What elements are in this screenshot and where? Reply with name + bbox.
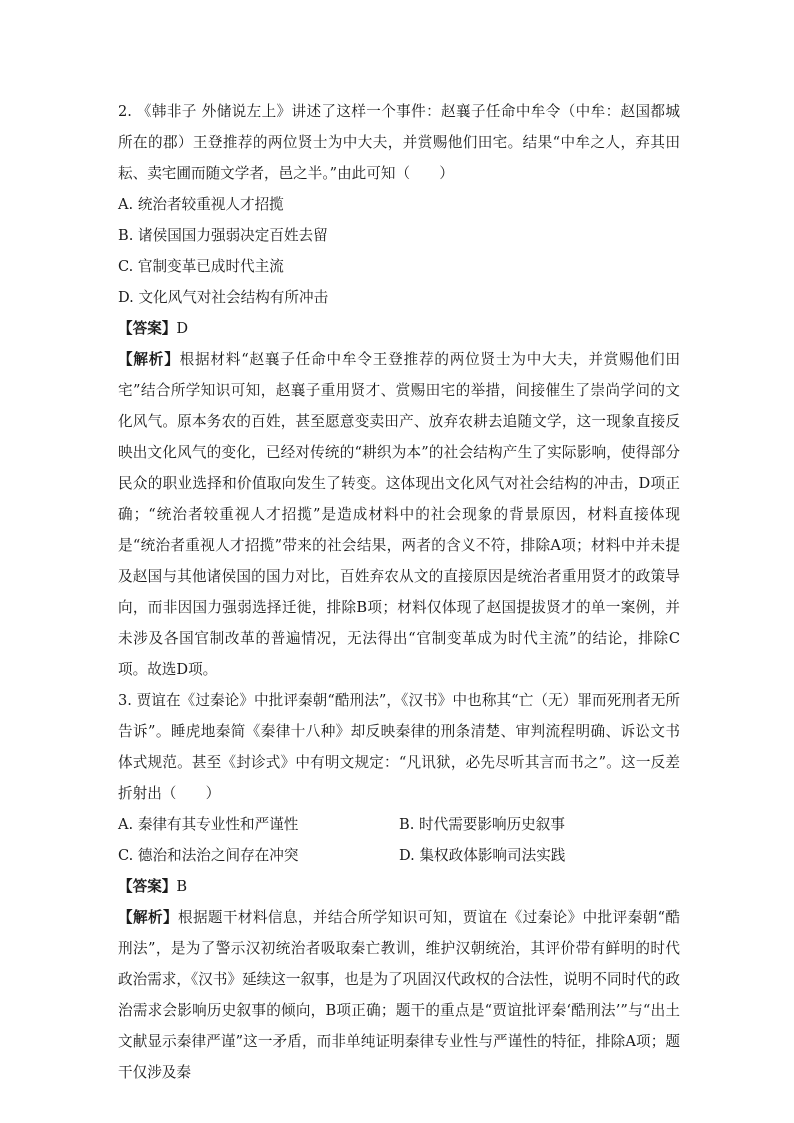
question-3-option-d: D. 集权政体影响司法实践 xyxy=(399,847,566,864)
question-3-analysis xyxy=(118,902,680,1088)
answer-value: D xyxy=(176,320,189,337)
question-3-stem: 3. 贾谊在《过秦论》中批评秦朝“酷刑法”，《汉书》中也称其“亡（无）罪而死刑者无所告诉”。睡虎地秦简《秦律十八种》却反映秦律的刑条清楚、审判流程明确、诉讼文书体式规范。甚至《封诊式》中有明文规定：“凡讯狱，必先尽听其言而书之”。这一反差折射出（ ） xyxy=(118,692,680,802)
question-3-option-b: B. 时代需要影响历史叙事 xyxy=(399,816,565,833)
question-2 xyxy=(118,96,680,685)
question-2-answer xyxy=(118,313,680,344)
question-3 xyxy=(118,685,680,1088)
analysis-tag: 【解析】 xyxy=(118,351,180,368)
answer-value: B xyxy=(176,878,188,895)
question-2-option-d: D. 文化风气对社会结构有所冲击 xyxy=(118,289,329,306)
question-3-answer xyxy=(118,871,680,902)
analysis-tag: 【解析】 xyxy=(118,909,178,926)
question-3-option-c: C. 德治和法治之间存在冲突 xyxy=(118,847,299,864)
question-3-options-row-1 xyxy=(118,809,680,840)
question-2-option-b: B. 诸侯国国力强弱决定百姓去留 xyxy=(118,227,328,244)
analysis-text: 根据题干材料信息，并结合所学知识可知，贾谊在《过秦论》中批评秦朝“酷刑法”，是为了警示汉初统治者吸取秦亡教训，维护汉朝统治，其评价带有鲜明的时代政治需求，《汉书》延续这一叙事，也是为了巩固汉代政权的合法性，说明不同时代的政治需求会影响历史叙事的倾向，B项正确；题干的重点是“贾谊批评秦‘酷刑法’”与“出土文献显示秦律严谨”这一矛盾，而非单纯证明秦律专业性与严谨性的特征，排除A项；题干仅涉及秦 xyxy=(118,909,680,1081)
question-2-analysis xyxy=(118,344,680,685)
question-3-options-row-2 xyxy=(118,840,680,871)
question-2-stem: 2. 《韩非子 外储说左上》讲述了这样一个事件：赵襄子任命中牟令（中牟：赵国都城所在的郡）王登推荐的两位贤士为中大夫，并赏赐他们田宅。结果“中牟之人，弃其田耘、卖宅圃而随文学者，邑之半。”由此可知（ ） xyxy=(118,103,680,182)
question-2-option-c: C. 官制变革已成时代主流 xyxy=(118,258,284,275)
answer-tag: 【答案】 xyxy=(118,320,177,337)
analysis-text: 根据材料“赵襄子任命中牟令王登推荐的两位贤士为中大夫，并赏赐他们田宅”结合所学知识可知，赵襄子重用贤才、赏赐田宅的举措，间接催生了崇尚学问的文化风气。原本务农的百姓，甚至愿意变卖田产、放弃农耕去追随文学，这一现象直接反映出文化风气的变化，已经对传统的“耕织为本”的社会结构产生了实际影响，使得部分民众的职业选择和价值取向发生了转变。这体现出文化风气对社会结构的冲击，D项正确；“统治者较重视人才招揽”是造成材料中的社会现象的背景原因，材料直接体现是“统治者重视人才招揽”带来的社会结果，两者的含义不符，排除A项；材料中并未提及赵国与其他诸侯国的国力对比，百姓弃农从文的直接原因是统治者重用贤才的政策导向，而非因国力强弱选择迁徙，排除B项；材料仅体现了赵国提拔贤才的单一案例，并未涉及各国官制改革的普遍情况，无法得出“官制变革成为时代主流”的结论，排除C项。故选D项。 xyxy=(118,351,680,678)
document-page xyxy=(118,96,680,1088)
question-2-option-a: A. 统治者较重视人才招揽 xyxy=(118,196,284,213)
answer-tag: 【答案】 xyxy=(118,878,177,895)
question-3-option-a: A. 秦律有其专业性和严谨性 xyxy=(118,816,299,833)
